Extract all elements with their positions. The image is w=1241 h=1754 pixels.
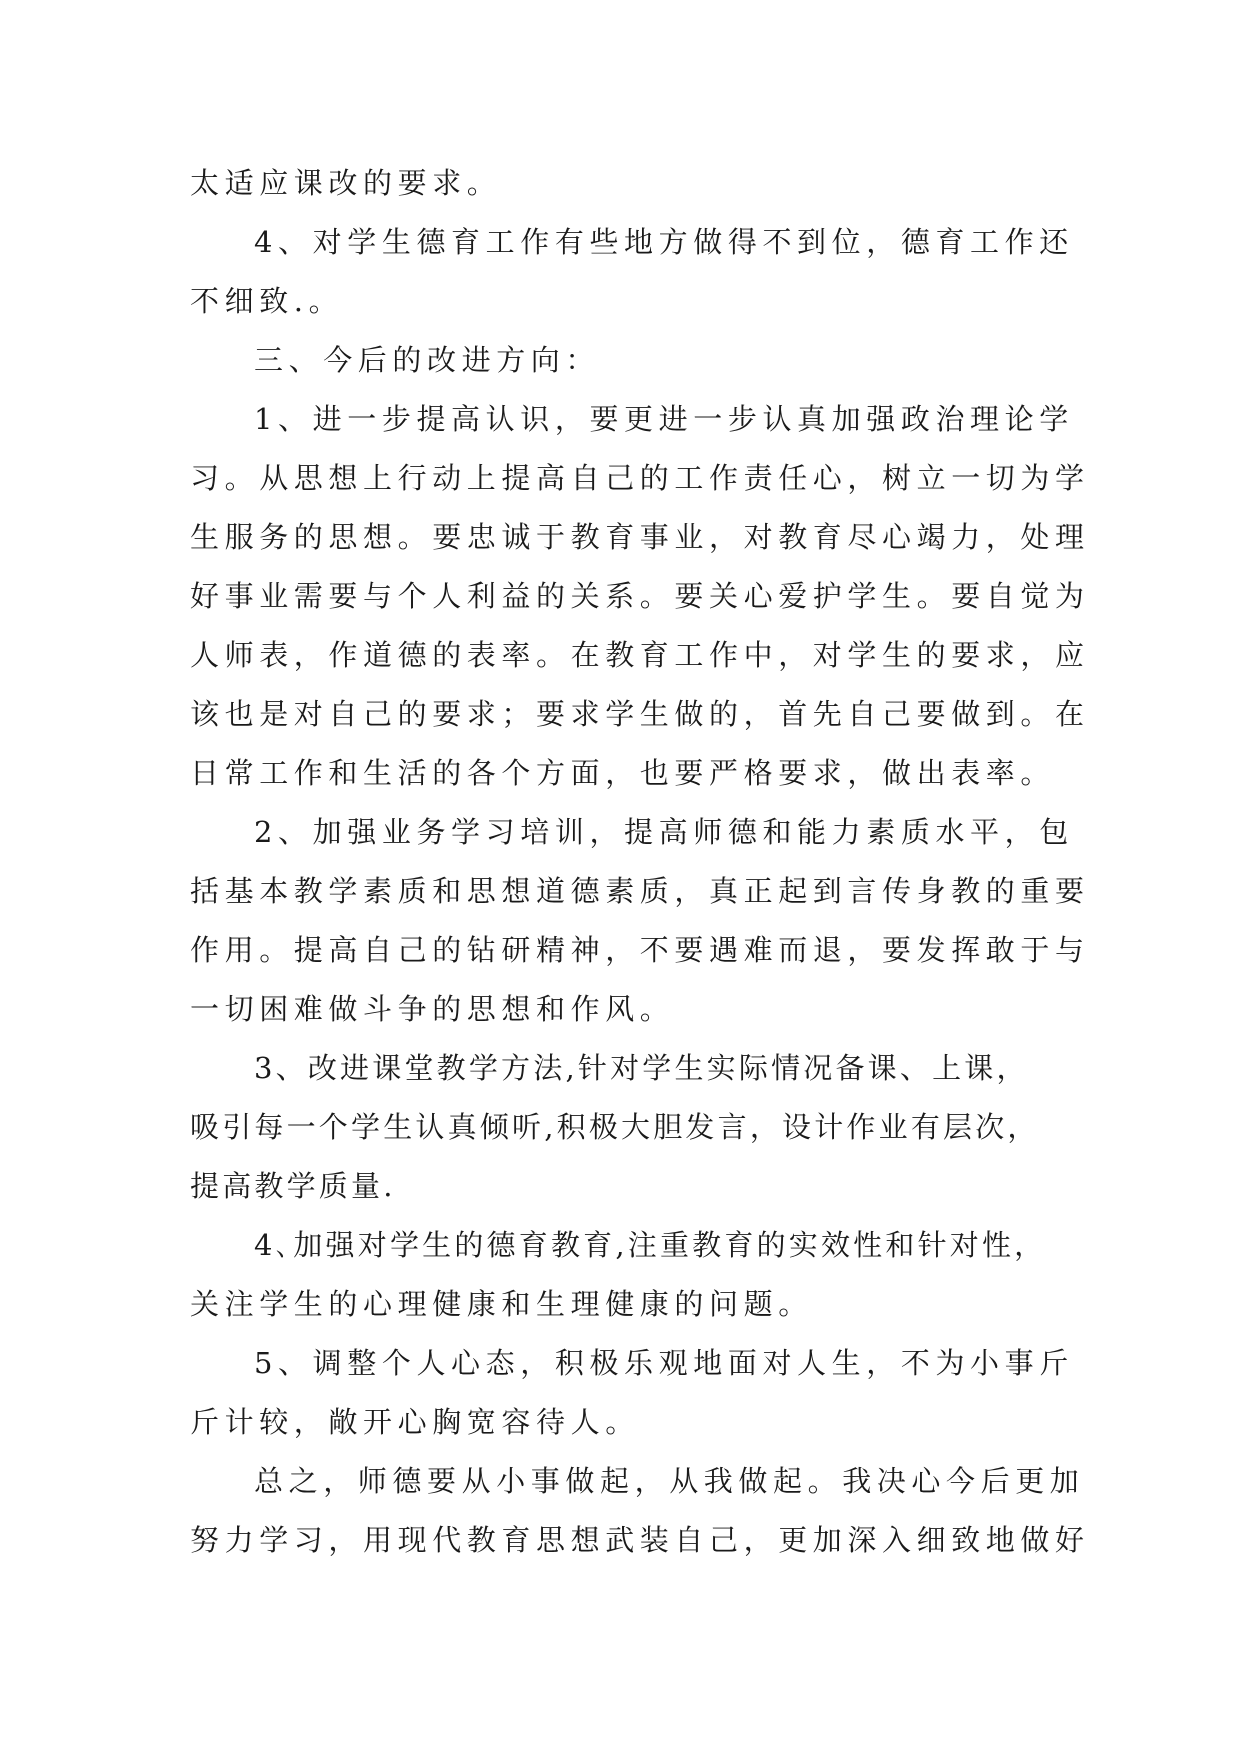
text-line: 生服务的思想。要忠诚于教育事业，对教育尽心竭力，处理 (190, 520, 1090, 554)
text-line: 习。从思想上行动上提高自己的工作责任心，树立一切为学 (190, 461, 1090, 495)
text-line: 好事业需要与个人利益的关系。要关心爱护学生。要自觉为 (190, 579, 1090, 613)
text-line: 不细致.。 (190, 284, 344, 318)
text-line: 吸引每一个学生认真倾听,积极大胆发言，设计作业有层次， (190, 1110, 1040, 1144)
document-body (190, 154, 1090, 1570)
text-line: 5、调整个人心态，积极乐观地面对人生，不为小事斤 (254, 1346, 1074, 1380)
text-line: 关注学生的心理健康和生理健康的问题。 (190, 1287, 813, 1321)
text-line: 一切困难做斗争的思想和作风。 (190, 992, 675, 1026)
text-line: 4､加强对学生的德育教育,注重教育的实效性和针对性， (254, 1228, 1047, 1262)
section-heading: 三、今后的改进方向： (254, 343, 601, 377)
text-line: 斤计较，敞开心胸宽容待人。 (190, 1405, 640, 1439)
text-line: 提高教学质量. (190, 1169, 396, 1203)
text-line: 该也是对自己的要求；要求学生做的，首先自己要做到。在 (190, 697, 1090, 731)
text-line: 太适应课改的要求。 (190, 166, 502, 200)
text-line: 3、改进课堂教学方法,针对学生实际情况备课、上课， (254, 1051, 1029, 1085)
text-line: 努力学习，用现代教育思想武装自己，更加深入细致地做好 (190, 1523, 1090, 1557)
text-line: 总之，师德要从小事做起，从我做起。我决心今后更加 (254, 1464, 1085, 1498)
text-line: 4、对学生德育工作有些地方做得不到位，德育工作还 (254, 225, 1074, 259)
text-line: 作用。提高自己的钻研精神，不要遇难而退，要发挥敢于与 (190, 933, 1090, 967)
text-line: 日常工作和生活的各个方面，也要严格要求，做出表率。 (190, 756, 1056, 790)
text-line: 1、进一步提高认识，要更进一步认真加强政治理论学 (254, 402, 1074, 436)
text-line: 人师表，作道德的表率。在教育工作中，对学生的要求，应 (190, 638, 1090, 672)
text-line: 2、加强业务学习培训，提高师德和能力素质水平，包 (254, 815, 1074, 849)
text-line: 括基本教学素质和思想道德素质，真正起到言传身教的重要 (190, 874, 1090, 908)
